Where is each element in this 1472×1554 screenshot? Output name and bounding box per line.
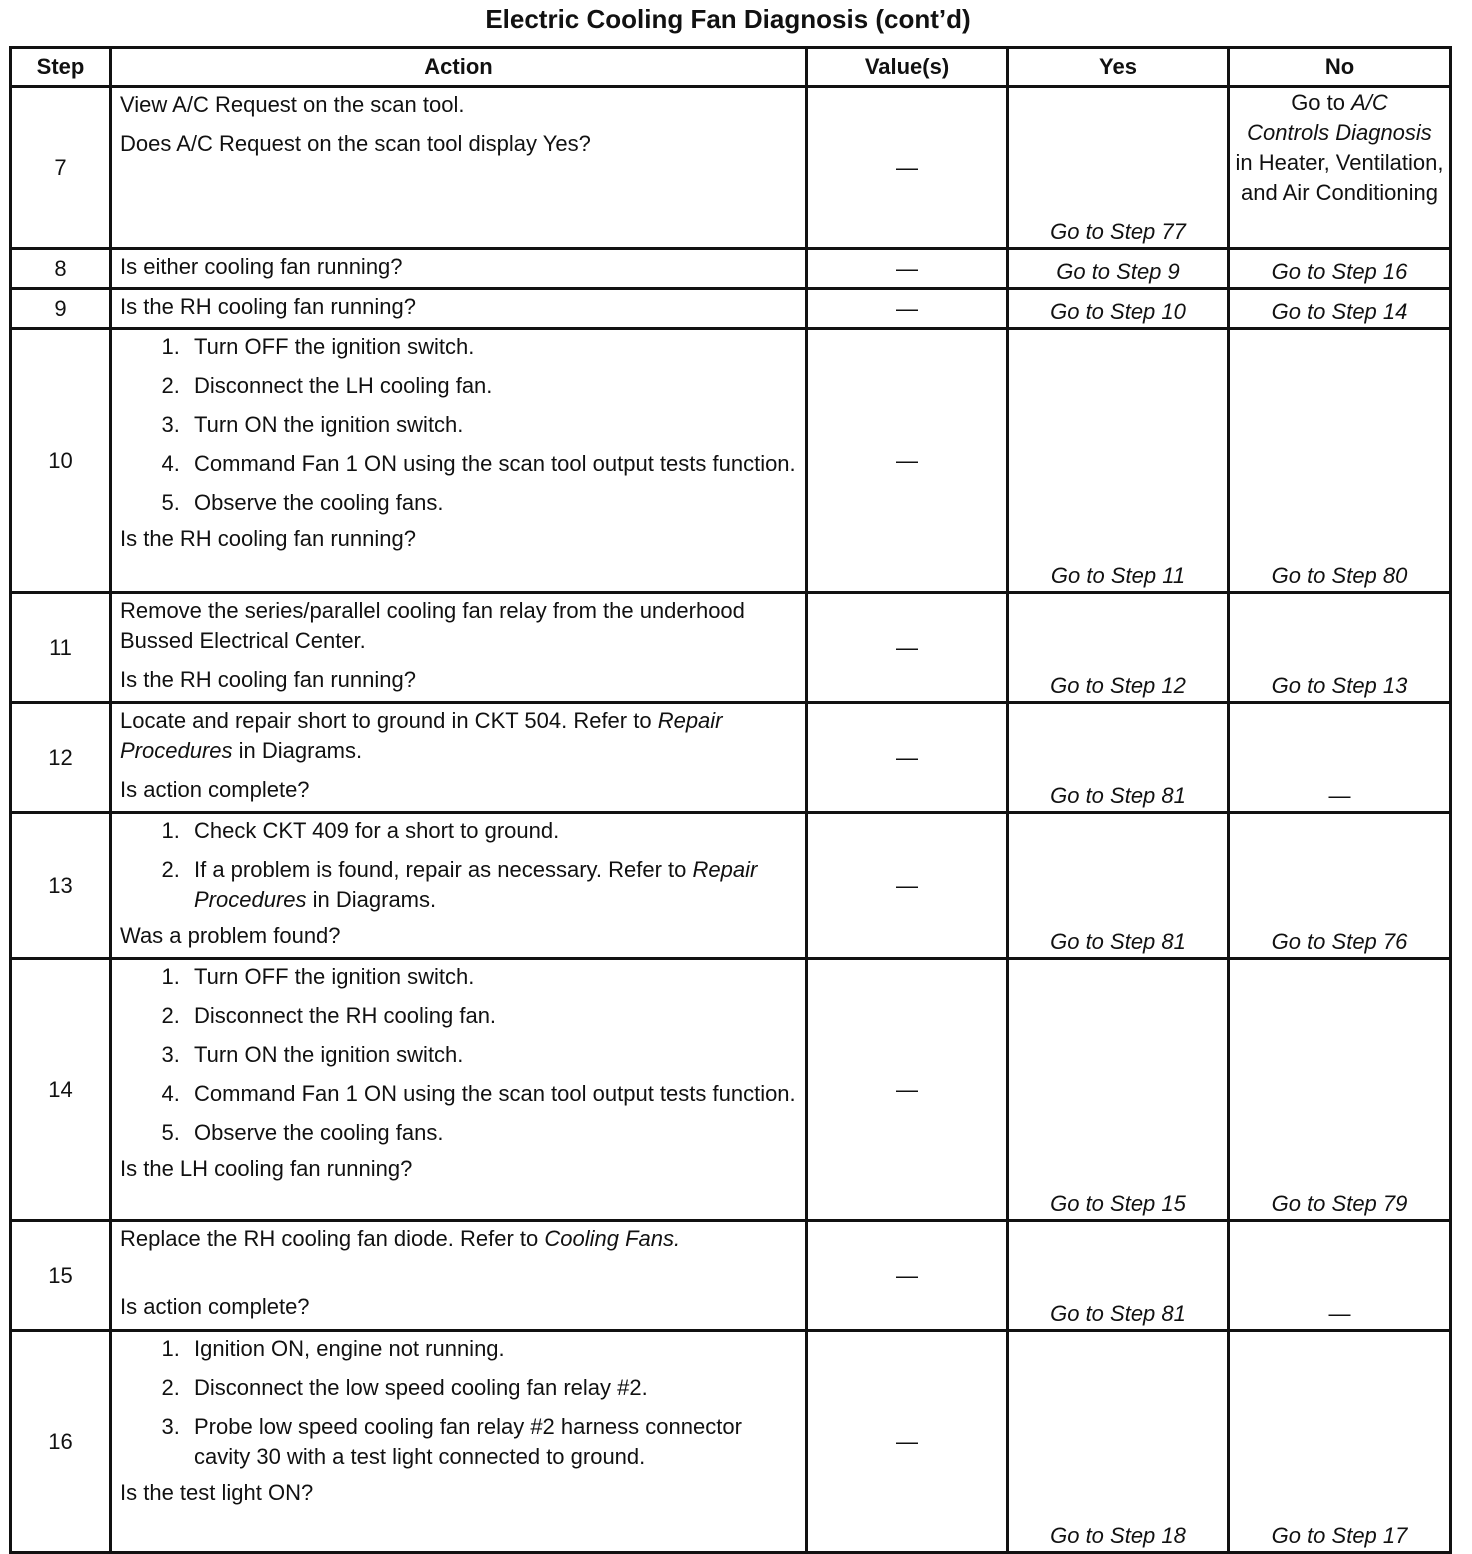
- action-cell: [111, 249, 807, 289]
- list-item: 3. Probe low speed cooling fan relay #2 harness connector cavity 30 with a test light connected to ground.: [186, 1412, 799, 1472]
- yes-cell: [1008, 593, 1229, 703]
- table-row: [11, 289, 1451, 329]
- header-step: Step: [11, 48, 111, 87]
- action-steps: [120, 332, 799, 518]
- list-item: 3. Turn ON the ignition switch.: [186, 410, 799, 440]
- no-cell: [1229, 593, 1451, 703]
- action-text: [120, 1224, 799, 1254]
- yes-cell: [1008, 1331, 1229, 1553]
- page-title: Electric Cooling Fan Diagnosis (cont’d): [485, 4, 971, 34]
- reference-link[interactable]: Cooling Fans.: [544, 1226, 681, 1251]
- list-item: 1. Ignition ON, engine not running.: [186, 1334, 799, 1364]
- yes-link[interactable]: Go to Step 18: [1050, 1523, 1186, 1548]
- list-item-text: If a problem is found, repair as necessary. Refer to: [194, 857, 687, 882]
- no-cell: [1229, 1331, 1451, 1553]
- yes-cell: [1008, 87, 1229, 249]
- no-cell: [1229, 329, 1451, 593]
- action-question: Is the test light ON?: [120, 1480, 314, 1505]
- no-link[interactable]: Go to Step 13: [1271, 673, 1408, 698]
- action-question: Is either cooling fan running?: [120, 254, 403, 279]
- value-cell: —: [807, 593, 1008, 703]
- diagnosis-table: [9, 46, 1452, 1554]
- action-text: [120, 706, 799, 766]
- header-yes: Yes: [1008, 48, 1229, 87]
- list-item: 2. Disconnect the RH cooling fan.: [186, 1001, 799, 1031]
- action-cell: [111, 703, 807, 813]
- action-cell: [111, 289, 807, 329]
- list-item: 2. Disconnect the low speed cooling fan relay #2.: [186, 1373, 799, 1403]
- list-item-end: in Diagrams.: [312, 887, 437, 912]
- table-row: [11, 329, 1451, 593]
- step-number: 8: [11, 249, 111, 289]
- value-cell: —: [807, 959, 1008, 1221]
- action-question: Is the RH cooling fan running?: [120, 526, 416, 551]
- table-row: [11, 249, 1451, 289]
- yes-link[interactable]: Go to Step 12: [1050, 673, 1186, 698]
- yes-cell: [1008, 1221, 1229, 1331]
- action-question: Is the LH cooling fan running?: [120, 1156, 413, 1181]
- list-item: 1. Turn OFF the ignition switch.: [186, 962, 799, 992]
- no-link[interactable]: Go to Step 17: [1271, 1523, 1408, 1548]
- action-question: Is the RH cooling fan running?: [120, 294, 416, 319]
- list-item: 5. Observe the cooling fans.: [186, 488, 799, 518]
- no-cell: —: [1229, 1221, 1451, 1331]
- action-question: Does A/C Request on the scan tool display Yes?: [120, 131, 591, 156]
- step-number: 9: [11, 289, 111, 329]
- action-text-main: Locate and repair short to ground in CKT 504. Refer to: [120, 708, 652, 733]
- table-row: [11, 593, 1451, 703]
- action-steps: [120, 1334, 799, 1472]
- no-cell: [1229, 289, 1451, 329]
- no-link[interactable]: A/C: [1351, 90, 1388, 115]
- yes-link[interactable]: Go to Step 11: [1050, 563, 1186, 588]
- yes-link[interactable]: Go to Step 9: [1056, 259, 1180, 284]
- step-number: 13: [11, 813, 111, 959]
- value-cell: —: [807, 289, 1008, 329]
- action-cell: [111, 959, 807, 1221]
- no-cell: [1229, 249, 1451, 289]
- value-cell: —: [807, 813, 1008, 959]
- step-number: 14: [11, 959, 111, 1221]
- header-action: Action: [111, 48, 807, 87]
- no-cell: —: [1229, 703, 1451, 813]
- table-header-row: [11, 48, 1451, 87]
- value-cell: —: [807, 1331, 1008, 1553]
- table-row: [11, 87, 1451, 249]
- yes-link[interactable]: Go to Step 77: [1050, 219, 1186, 244]
- yes-cell: [1008, 289, 1229, 329]
- action-cell: [111, 1221, 807, 1331]
- list-item: 4. Command Fan 1 ON using the scan tool output tests function.: [186, 449, 799, 479]
- no-link[interactable]: Go to Step 14: [1271, 299, 1408, 324]
- action-cell: [111, 593, 807, 703]
- action-question: Was a problem found?: [120, 923, 341, 948]
- yes-cell: [1008, 249, 1229, 289]
- list-item: 5. Observe the cooling fans.: [186, 1118, 799, 1148]
- table-row: [11, 703, 1451, 813]
- action-question: Is action complete?: [120, 777, 310, 802]
- header-no: No: [1229, 48, 1451, 87]
- list-item: 1. Turn OFF the ignition switch.: [186, 332, 799, 362]
- yes-cell: [1008, 329, 1229, 593]
- action-steps: [120, 816, 799, 915]
- list-item: 4. Command Fan 1 ON using the scan tool output tests function.: [186, 1079, 799, 1109]
- table-row: [11, 1331, 1451, 1553]
- no-text-rest: in Heater, Ventilation, and Air Conditioning: [1235, 150, 1444, 205]
- value-cell: —: [807, 329, 1008, 593]
- yes-cell: [1008, 813, 1229, 959]
- yes-link[interactable]: Go to Step 15: [1050, 1191, 1186, 1216]
- action-text: Remove the series/parallel cooling fan relay from the underhood Bussed Electrical Center.: [120, 598, 745, 653]
- action-cell: [111, 1331, 807, 1553]
- value-cell: —: [807, 703, 1008, 813]
- yes-link[interactable]: Go to Step 81: [1050, 1301, 1186, 1326]
- no-link[interactable]: Go to Step 16: [1271, 259, 1408, 284]
- no-link[interactable]: Go to Step 79: [1271, 1191, 1408, 1216]
- action-text-main: Replace the RH cooling fan diode. Refer to: [120, 1226, 539, 1251]
- value-cell: —: [807, 87, 1008, 249]
- yes-link[interactable]: Go to Step 81: [1050, 929, 1186, 954]
- no-cell: [1229, 87, 1451, 249]
- step-number: 11: [11, 593, 111, 703]
- action-text-end: in Diagrams.: [238, 738, 363, 763]
- reference-link[interactable]: Repair Procedures: [194, 857, 758, 912]
- table-row: [11, 959, 1451, 1221]
- no-text: Go to: [1291, 90, 1352, 115]
- table-row: [11, 1221, 1451, 1331]
- no-link[interactable]: Go to Step 76: [1271, 929, 1408, 954]
- step-number: 15: [11, 1221, 111, 1331]
- header-value: Value(s): [807, 48, 1008, 87]
- list-item: [186, 855, 799, 915]
- no-link[interactable]: Go to Step 80: [1271, 563, 1408, 588]
- yes-cell: [1008, 959, 1229, 1221]
- action-cell: [111, 87, 807, 249]
- step-number: 10: [11, 329, 111, 593]
- step-number: 16: [11, 1331, 111, 1553]
- no-link-cont[interactable]: Controls Diagnosis: [1247, 120, 1432, 145]
- value-cell: —: [807, 249, 1008, 289]
- no-cell: [1229, 813, 1451, 959]
- yes-link[interactable]: Go to Step 10: [1050, 299, 1186, 324]
- action-cell: [111, 813, 807, 959]
- step-number: 7: [11, 87, 111, 249]
- list-item: 2. Disconnect the LH cooling fan.: [186, 371, 799, 401]
- action-cell: [111, 329, 807, 593]
- no-cell: [1229, 959, 1451, 1221]
- value-cell: —: [807, 1221, 1008, 1331]
- list-item: 1. Check CKT 409 for a short to ground.: [186, 816, 799, 846]
- reference-link[interactable]: Repair Procedures: [120, 708, 723, 763]
- action-steps: [120, 962, 799, 1148]
- list-item: 3. Turn ON the ignition switch.: [186, 1040, 799, 1070]
- yes-link[interactable]: Go to Step 81: [1050, 783, 1186, 808]
- action-text: View A/C Request on the scan tool.: [120, 92, 465, 117]
- step-number: 12: [11, 703, 111, 813]
- yes-cell: [1008, 703, 1229, 813]
- action-question: Is the RH cooling fan running?: [120, 667, 416, 692]
- action-question: Is action complete?: [120, 1294, 310, 1319]
- table-row: [11, 813, 1451, 959]
